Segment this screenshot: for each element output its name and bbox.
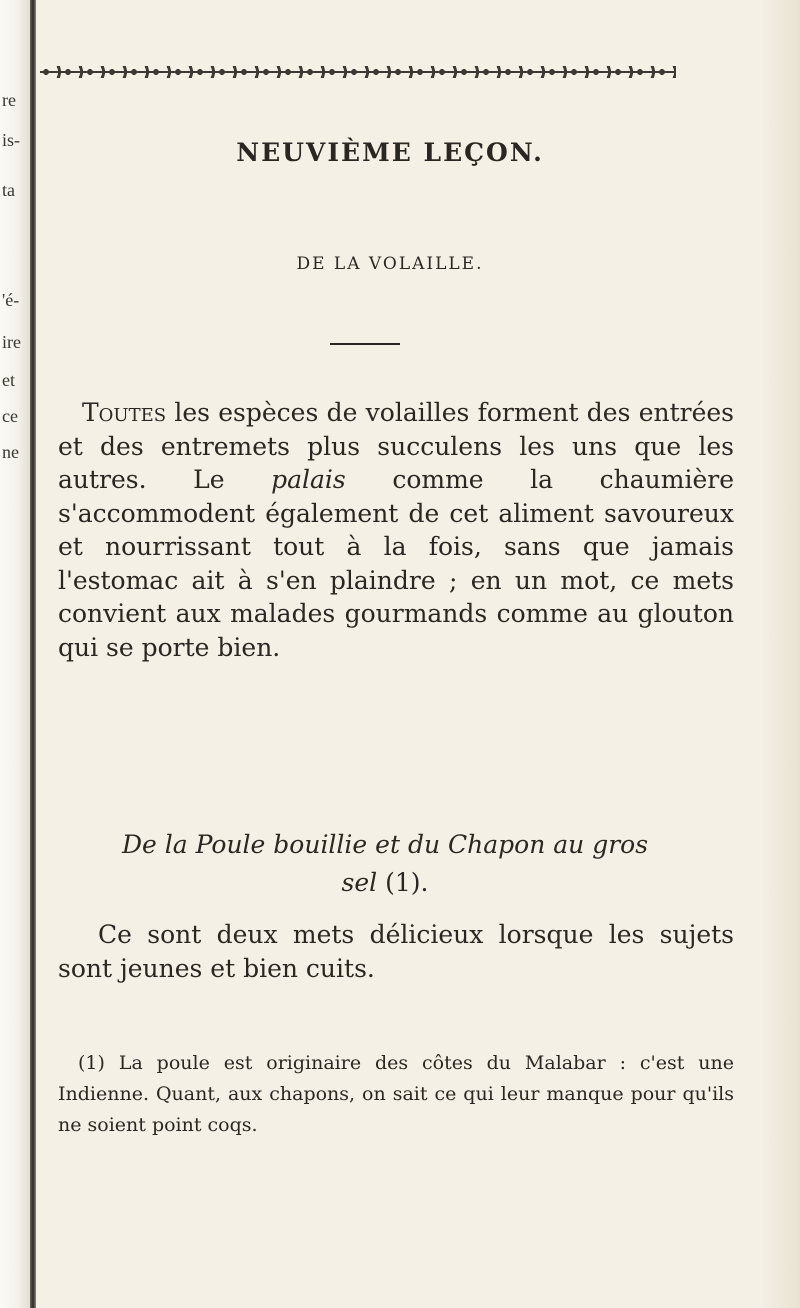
lead-word: Toutes (82, 398, 167, 427)
footnote-marker: (1) (78, 1052, 105, 1074)
paragraph-text: comme la chaumière s'accommodent également de cet aliment savoureux et nourrissant tout à la fois, sans que jamais l'estomac ait à s'en plaindre ; en un mot, ce mets convient aux malades gourmands comme au glouton qui se porte bien. (58, 465, 734, 662)
gutter-fragment: ce (2, 406, 18, 426)
page-edge-shadow (760, 0, 800, 1308)
title-rule (330, 343, 400, 345)
ornamental-border (40, 66, 676, 78)
footnote-text: La poule est originaire des côtes du Malabar : c'est une Indienne. Quant, aux chapons, on sait ce qui leur manque pour qu'ils ne soient point coqs. (58, 1052, 734, 1136)
lesson-subtitle: DE LA VOLAILLE. (296, 254, 484, 274)
gutter-fragment: ta (2, 180, 15, 200)
gutter-fragment: ire (2, 332, 21, 352)
gutter-fragment: et (2, 370, 15, 390)
book-spine (30, 0, 36, 1308)
section-title-second-line: sel (341, 868, 378, 897)
gutter-fragment: re (2, 90, 16, 110)
paragraph-volailles (58, 396, 734, 664)
section-title (80, 826, 690, 902)
gutter-fragment: 'é- (2, 290, 20, 310)
paragraph-mets: Ce sont deux mets délicieux lorsque les sujets sont jeunes et bien cuits. (58, 920, 734, 983)
section-title-main: De la Poule bouillie et du Chapon au gros (121, 830, 649, 859)
gutter-fragment: is- (2, 130, 20, 150)
lesson-title: NEUVIÈME LEÇON. (236, 138, 544, 167)
paragraph-text: les espèces de volailles forment des entrées et des entremets plus succulens les uns que les autres. Le (58, 398, 734, 494)
gutter-fragment: ne (2, 442, 19, 462)
footnote (58, 1048, 734, 1141)
emphasis-word: palais (271, 465, 346, 494)
footnote-reference: (1). (385, 868, 429, 897)
